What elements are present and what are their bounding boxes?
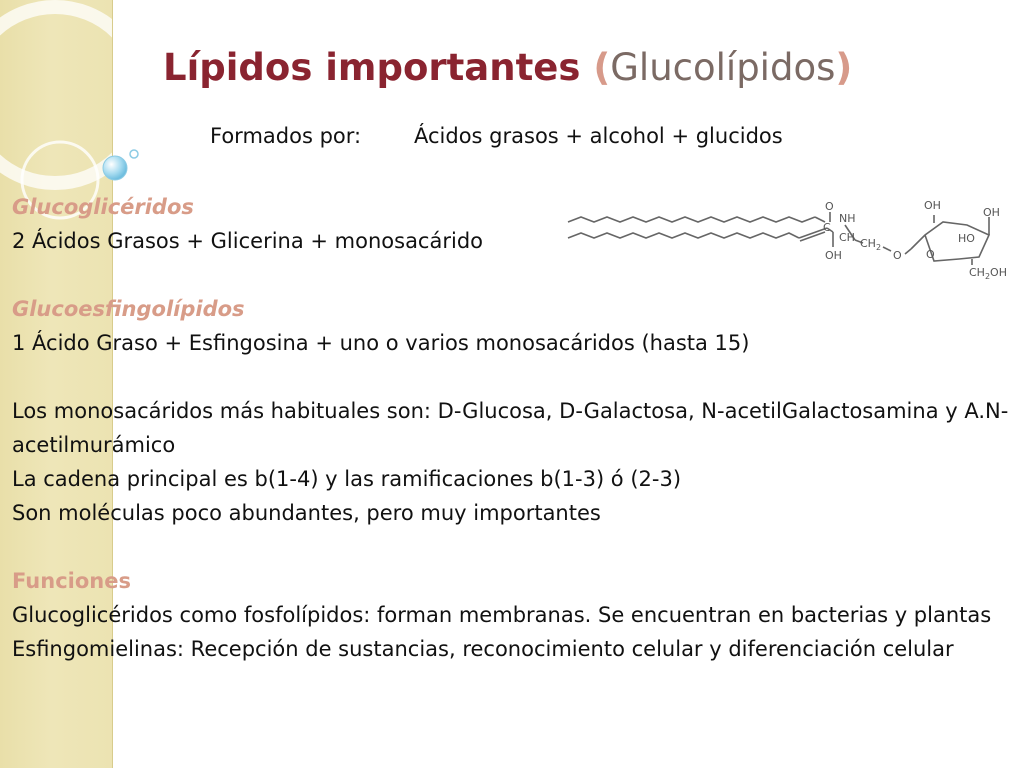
chain-text: La cadena principal es b(1-4) y las ramificaciones b(1-3) ó (2-3) bbox=[12, 467, 682, 491]
title-close-paren: ) bbox=[835, 46, 853, 89]
label-c: C bbox=[823, 221, 831, 234]
glucoesfingolipidos-text: 1 Ácido Graso + Esfingosina + uno o varios monosacáridos (hasta 15) bbox=[12, 331, 750, 355]
decorative-bubbles bbox=[0, 0, 150, 200]
label-oh-left: OH bbox=[825, 249, 842, 262]
monosaccharides-text: Los monosacáridos más habituales son: D-Glucosa, D-Galactosa, N-acetilGalactosamina y A.N-acetilmurámico bbox=[12, 399, 1009, 457]
label-ho: HO bbox=[958, 232, 975, 245]
formed-by-value: Ácidos grasos + alcohol + glucidos bbox=[414, 124, 783, 148]
label-ch: CH bbox=[839, 231, 855, 244]
structure-labels bbox=[823, 199, 1007, 281]
title-subtitle: Glucolípidos bbox=[610, 46, 836, 89]
title-main: Lípidos importantes bbox=[163, 46, 581, 89]
function-item: Glucoglicéridos como fosfolípidos: forman membranas. Se encuentran en bacterias y plantas bbox=[12, 603, 992, 627]
slide-title bbox=[163, 46, 852, 89]
glucoesfingolipidos-heading: Glucoesfingolípidos bbox=[12, 297, 245, 321]
label-ch2: $CH_2$ bbox=[860, 237, 882, 252]
label-o-link: O bbox=[893, 249, 902, 262]
glucogliceridos-heading: Glucoglicéridos bbox=[12, 195, 194, 219]
abundance-text: Son moléculas poco abundantes, pero muy importantes bbox=[12, 501, 601, 525]
funciones-heading: Funciones bbox=[12, 569, 131, 593]
formed-by-label: Formados por: bbox=[210, 124, 362, 148]
function-item: Esfingomielinas: Recepción de sustancias, reconocimiento celular y diferenciación celular bbox=[12, 637, 954, 661]
label-o-top: O bbox=[825, 200, 834, 213]
label-ch2oh: $CH_2OH$ bbox=[969, 266, 1007, 281]
label-nh: NH bbox=[839, 212, 856, 225]
label-oh-top: OH bbox=[924, 199, 941, 212]
title-open-paren: ( bbox=[593, 46, 611, 89]
sugar-ring bbox=[911, 215, 989, 265]
label-o-ring: O bbox=[926, 248, 935, 261]
glycolipid-structure-diagram bbox=[563, 195, 1018, 287]
fatty-acid-chain bbox=[568, 217, 825, 222]
label-oh-right: OH bbox=[983, 206, 1000, 219]
glucogliceridos-text: 2 Ácidos Grasos + Glicerina + monosacárido bbox=[12, 229, 483, 253]
